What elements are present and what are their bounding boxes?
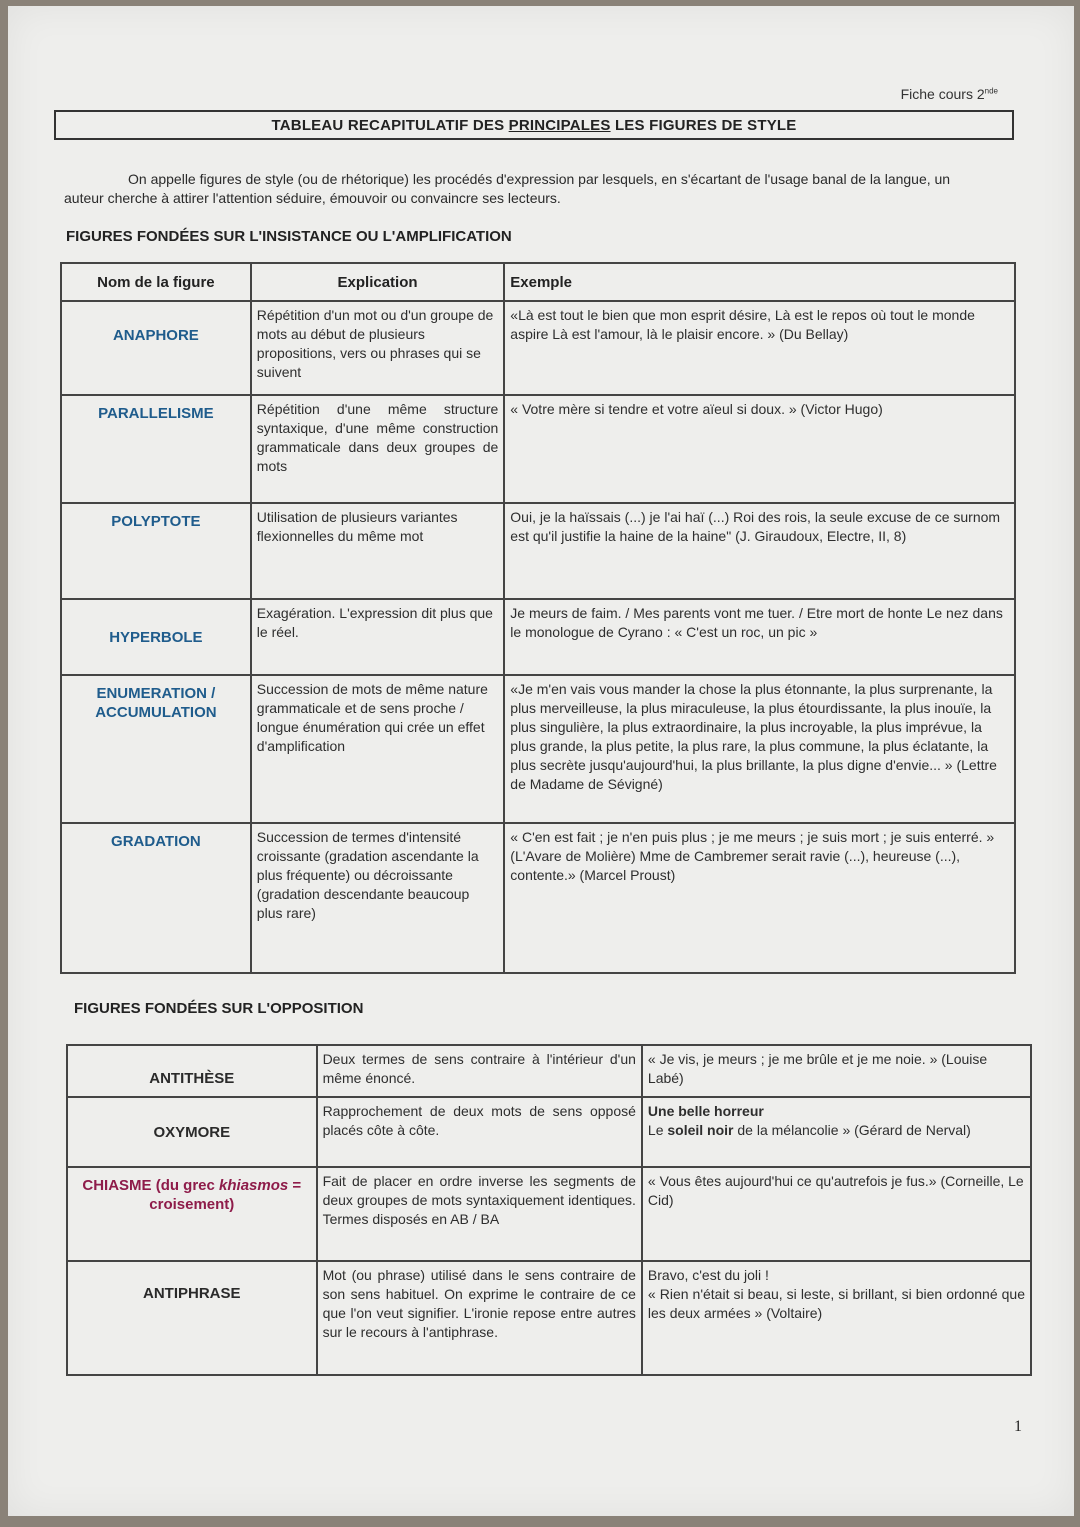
name-italic: khiasmos [219, 1177, 289, 1194]
table-row [61, 395, 1015, 503]
header-explication: Explication [251, 263, 504, 301]
figure-exemple: Je meurs de faim. / Mes parents vont me tuer. / Etre mort de honte Le nez dans le monologue de Cyrano : « C'est un roc, un pic » [504, 599, 1015, 675]
page-title [272, 117, 797, 134]
title-part-1: TABLEAU RECAPITULATIF DES [271, 116, 509, 134]
table-row [61, 503, 1015, 599]
figure-name [67, 1167, 317, 1261]
figure-name: ANTIPHRASE [67, 1261, 317, 1375]
figure-name: POLYPTOTE [61, 503, 251, 599]
name-pre: CHIASME (du grec [82, 1177, 220, 1194]
table-opposition [66, 1044, 1032, 1376]
table-row [67, 1167, 1031, 1261]
example-line-1: Bravo, c'est du joli ! [647, 1267, 769, 1283]
table-row [61, 301, 1015, 395]
figure-explication: Répétition d'un mot ou d'un groupe de mots au début de plusieurs propositions, vers ou phrases qui se suivent [251, 301, 504, 395]
table-row [67, 1261, 1031, 1375]
course-label-sup: nde [984, 86, 998, 96]
table-amplification [60, 262, 1016, 974]
figure-name: ANAPHORE [61, 301, 251, 395]
header-nom: Nom de la figure [61, 263, 251, 301]
page-title-box [54, 110, 1014, 140]
figure-explication: Exagération. L'expression dit plus que le réel. [251, 599, 504, 675]
figure-exemple: « Je vis, je meurs ; je me brûle et je me noie. » (Louise Labé) [642, 1045, 1031, 1097]
section-title-amplification: FIGURES FONDÉES SUR L'INSISTANCE OU L'AMPLIFICATION [66, 228, 512, 245]
figure-name: OXYMORE [67, 1097, 317, 1167]
figure-exemple: Oui, je la haïssais (...) je l'ai haï (...) Roi des rois, la seule excuse de ce surnom est qu'il justifie la haine de la haine" (J. Giraudoux, Electre, II, 8) [504, 503, 1015, 599]
title-underlined: PRINCIPALES [508, 116, 611, 134]
figure-explication: Répétition d'une même structure syntaxique, d'une même construction grammaticale dans deux groupes de mots [251, 395, 504, 503]
example-post: de la mélancolie » (Gérard de Nerval) [733, 1122, 971, 1138]
figure-explication: Deux termes de sens contraire à l'intérieur d'un même énoncé. [317, 1045, 642, 1097]
figure-exemple: «Là est tout le bien que mon esprit désire, Là est le repos où tout le monde aspire Là est l'amour, là le plaisir encore. » (Du Bellay) [504, 301, 1015, 395]
table-row [67, 1097, 1031, 1167]
figure-name: ANTITHÈSE [67, 1045, 317, 1097]
table-row [61, 599, 1015, 675]
figure-name: HYPERBOLE [61, 599, 251, 675]
figure-name: GRADATION [61, 823, 251, 973]
figure-exemple: «Je m'en vais vous mander la chose la plus étonnante, la plus surprenante, la plus merveilleuse, la plus miraculeuse, la plus étourdissante, la plus inouïe, la plus singulière, la plus extraordinaire, la plus incroyable, la plus imprévue, la plus grande, la plus petite, la plus rare, la plus commune, la plus éclatante, la plus secrète jusqu'aujourd'hui, la plus brillante, la plus digne d'envie... » (Lettre de Madame de Sévigné) [504, 675, 1015, 823]
header-exemple: Exemple [504, 263, 1015, 301]
course-label-text: Fiche cours 2 [900, 86, 985, 102]
figure-exemple: « Vous êtes aujourd'hui ce qu'autrefois je fus.» (Corneille, Le Cid) [642, 1167, 1031, 1261]
figure-explication: Rapprochement de deux mots de sens opposé placés côte à côte. [317, 1097, 642, 1167]
figure-name: PARALLELISME [61, 395, 251, 503]
course-label [901, 86, 998, 102]
figure-exemple: « C'en est fait ; je n'en puis plus ; je me meurs ; je suis mort ; je suis enterré. » (L'Avare de Molière) Mme de Cambremer serait ravie (...), heureuse (...), contente.» (Marcel Proust) [504, 823, 1015, 973]
example-bold-2: soleil noir [667, 1122, 734, 1138]
figure-exemple [642, 1261, 1031, 1375]
page-number: 1 [1014, 1418, 1022, 1435]
document-sheet [8, 6, 1074, 1516]
figure-explication: Succession de mots de même nature grammaticale et de sens proche / longue énumération qui crée un effet d'amplification [251, 675, 504, 823]
table-row [67, 1045, 1031, 1097]
figure-explication: Utilisation de plusieurs variantes flexionnelles du même mot [251, 503, 504, 599]
example-line-2: « Rien n'était si beau, si leste, si brillant, si bien ordonné que les deux armées » (Voltaire) [647, 1286, 1025, 1321]
name-post: = croisement) [149, 1177, 302, 1213]
table-row [61, 675, 1015, 823]
title-part-2: LES FIGURES DE STYLE [610, 116, 797, 134]
figure-explication: Succession de termes d'intensité croissante (gradation ascendante la plus fréquente) ou décroissante (gradation descendante beaucoup plus rare) [251, 823, 504, 973]
figure-exemple [642, 1097, 1031, 1167]
table-row [61, 823, 1015, 973]
table-header-row [61, 263, 1015, 301]
section-title-opposition: FIGURES FONDÉES SUR L'OPPOSITION [74, 1000, 364, 1017]
figure-explication: Mot (ou phrase) utilisé dans le sens contraire de son sens habituel. On exprime le contraire de ce que l'on veut signifier. L'ironie repose entre autres sur le recours à l'antiphrase. [317, 1261, 642, 1375]
example-bold-1: Une belle horreur [647, 1103, 764, 1119]
figure-exemple: « Votre mère si tendre et votre aïeul si doux. » (Victor Hugo) [504, 395, 1015, 503]
figure-explication: Fait de placer en ordre inverse les segments de deux groupes de mots syntaxiquement identiques. Termes disposés en AB / BA [317, 1167, 642, 1261]
intro-paragraph: On appelle figures de style (ou de rhétorique) les procédés d'expression par lesquels, en s'écartant de l'usage banal de la langue, un auteur cherche à attirer l'attention séduire, émouvoir ou convaincre ses lecteurs. [64, 171, 951, 206]
example-pre: Le [647, 1122, 668, 1138]
figure-name: ENUMERATION / ACCUMULATION [61, 675, 251, 823]
